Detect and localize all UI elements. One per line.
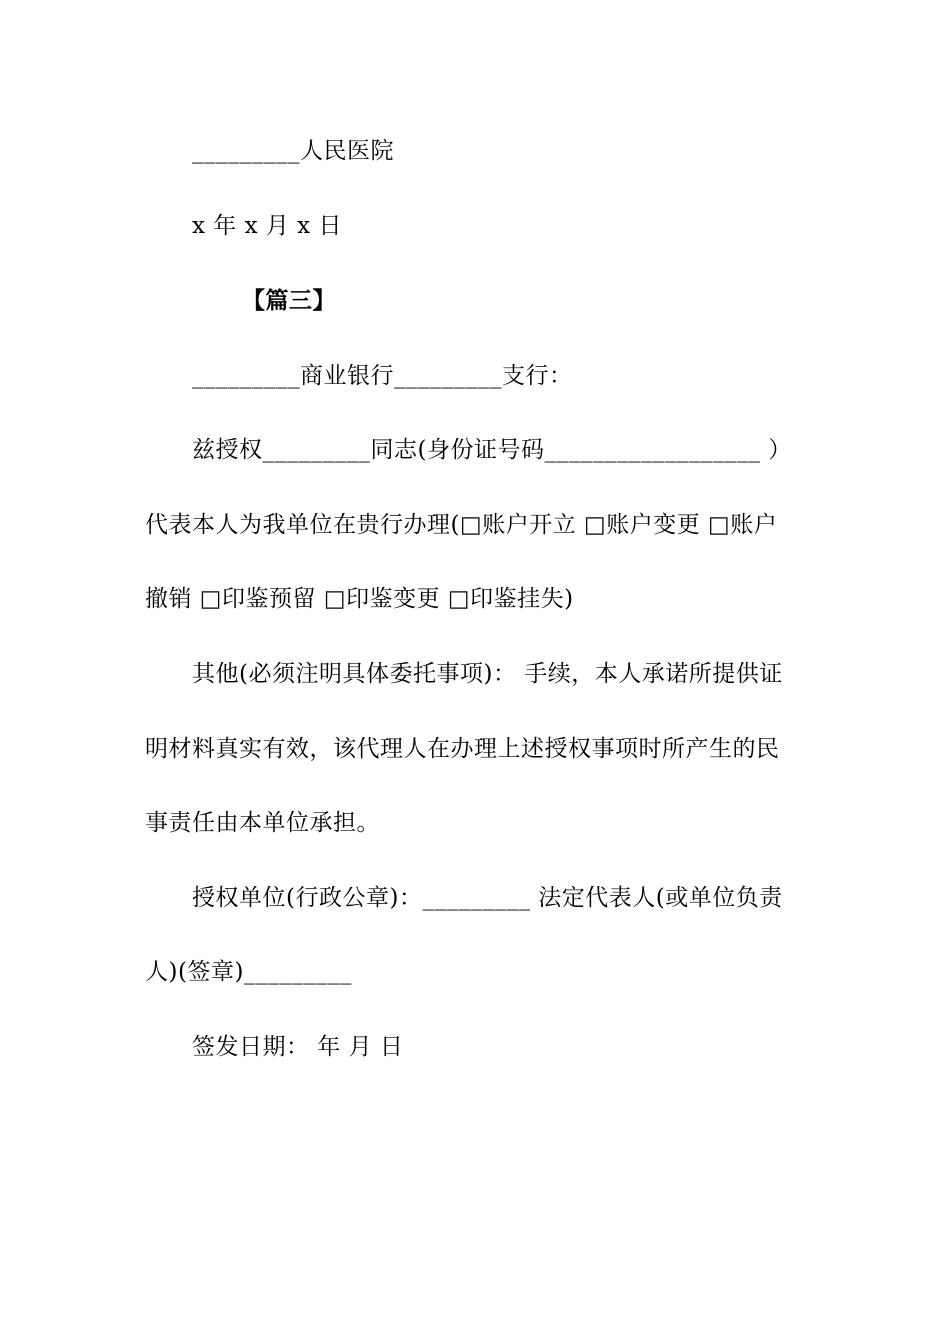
business-options-line-2: 撤销 □印鉴预留 □印鉴变更 □印鉴挂失) [145,586,574,612]
bank-addressee-line: _________商业银行_________支行： [192,363,573,389]
date-line: x 年 x 月 x 日 [192,213,342,239]
issue-date-line: 签发日期： 年 月 日 [192,1034,404,1060]
business-options-line-1: 代表本人为我单位在贵行办理(□账户开立 □账户变更 □账户 [145,512,778,538]
other-matters-line-2: 明材料真实有效，该代理人在办理上述授权事项时所产生的民 [145,736,780,762]
authorizing-unit-line-2: 人)(签章)_________ [145,959,352,985]
other-matters-line-1: 其他(必须注明具体委托事项)： 手续，本人承诺所提供证 [192,661,783,687]
section-heading: 【篇三】 [242,287,336,314]
authorization-line: 兹授权_________同志(身份证号码__________________ ） [192,437,792,463]
authorizing-unit-line-1: 授权单位(行政公章)：_________ 法定代表人(或单位负责 [192,885,783,911]
other-matters-line-3: 事责任由本单位承担。 [145,810,380,836]
hospital-name-line: _________人民医院 [192,138,394,164]
